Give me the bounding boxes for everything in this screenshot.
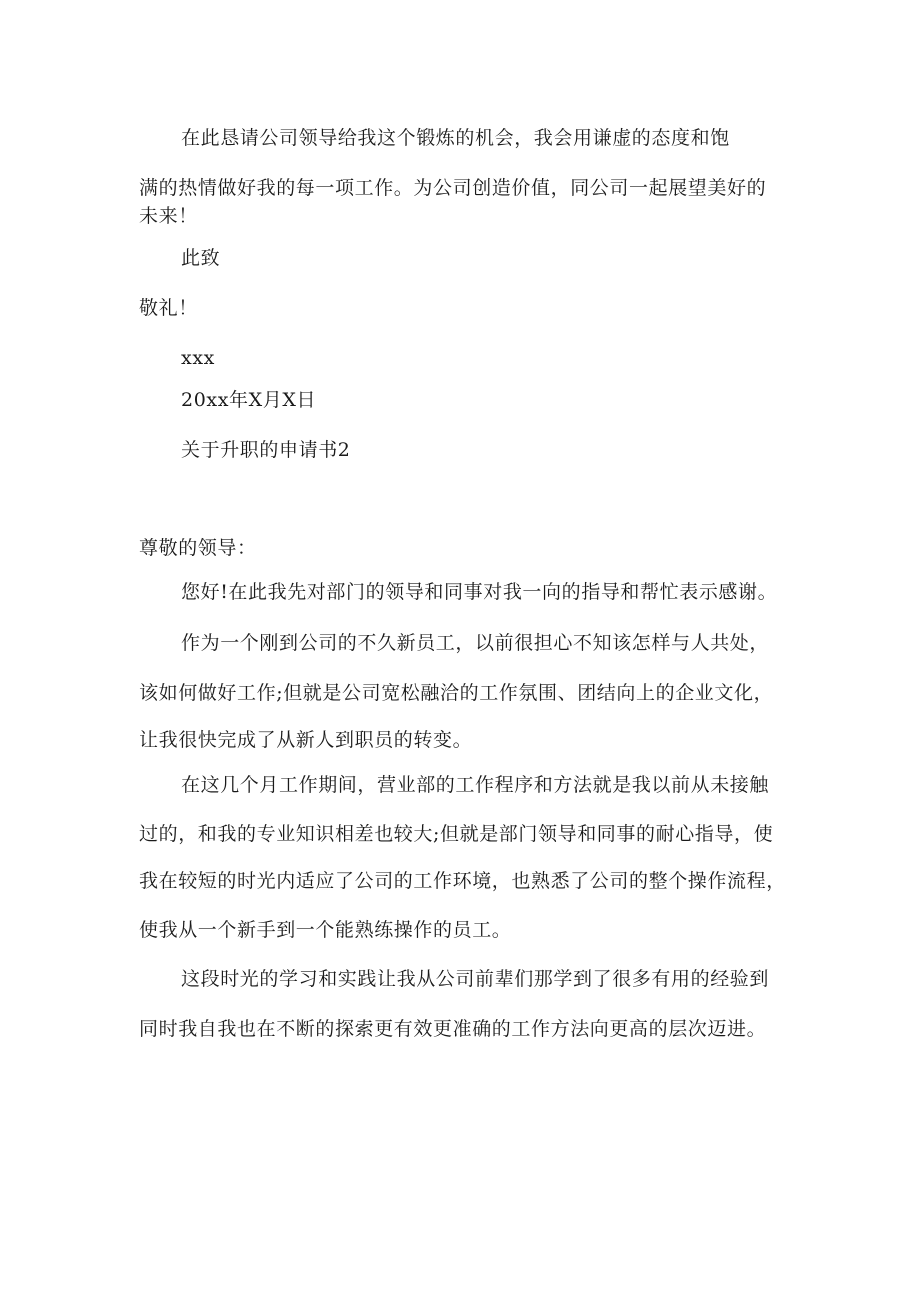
paragraph-line: 未来！ [139,205,198,227]
paragraph-line: 过的，和我的专业知识相差也较大;但就是部门领导和同事的耐心指导，使 [139,823,774,845]
paragraph-line: 使我从一个新手到一个能熟练操作的员工。 [139,919,512,941]
section-title: 关于升职的申请书2 [181,439,351,461]
greeting: 尊敬的领导： [139,537,257,559]
signature-date: 20xx年X月X日 [181,389,317,411]
paragraph-line: 在这几个月工作期间，营业部的工作程序和方法就是我以前从未接触 [181,774,770,796]
paragraph-line: 该如何做好工作;但就是公司宽松融洽的工作氛围、团结向上的企业文化， [139,682,774,704]
paragraph-line: 让我很快完成了从新人到职员的转变。 [139,729,473,751]
paragraph-line: 我在较短的时光内适应了公司的工作环境，也熟悉了公司的整个操作流程， [139,870,786,892]
paragraph-line: 同时我自我也在不断的探索更有效更准确的工作方法向更高的层次迈进。 [139,1018,767,1040]
paragraph-line: 在此恳请公司领导给我这个锻炼的机会，我会用谦虚的态度和饱 [181,127,730,149]
paragraph-line: 您好!在此我先对部门的领导和同事对我一向的指导和帮忙表示感谢。 [181,581,778,603]
signature-name: xxx [181,347,215,369]
paragraph-line: 作为一个刚到公司的不久新员工，以前很担心不知该怎样与人共处， [181,632,770,654]
closing-salutation: 此致 [181,247,221,269]
closing-regards: 敬礼！ [139,297,198,319]
paragraph-line: 满的热情做好我的每一项工作。为公司创造价值，同公司一起展望美好的 [139,177,767,199]
paragraph-line: 这段时光的学习和实践让我从公司前辈们那学到了很多有用的经验到 [181,968,770,990]
